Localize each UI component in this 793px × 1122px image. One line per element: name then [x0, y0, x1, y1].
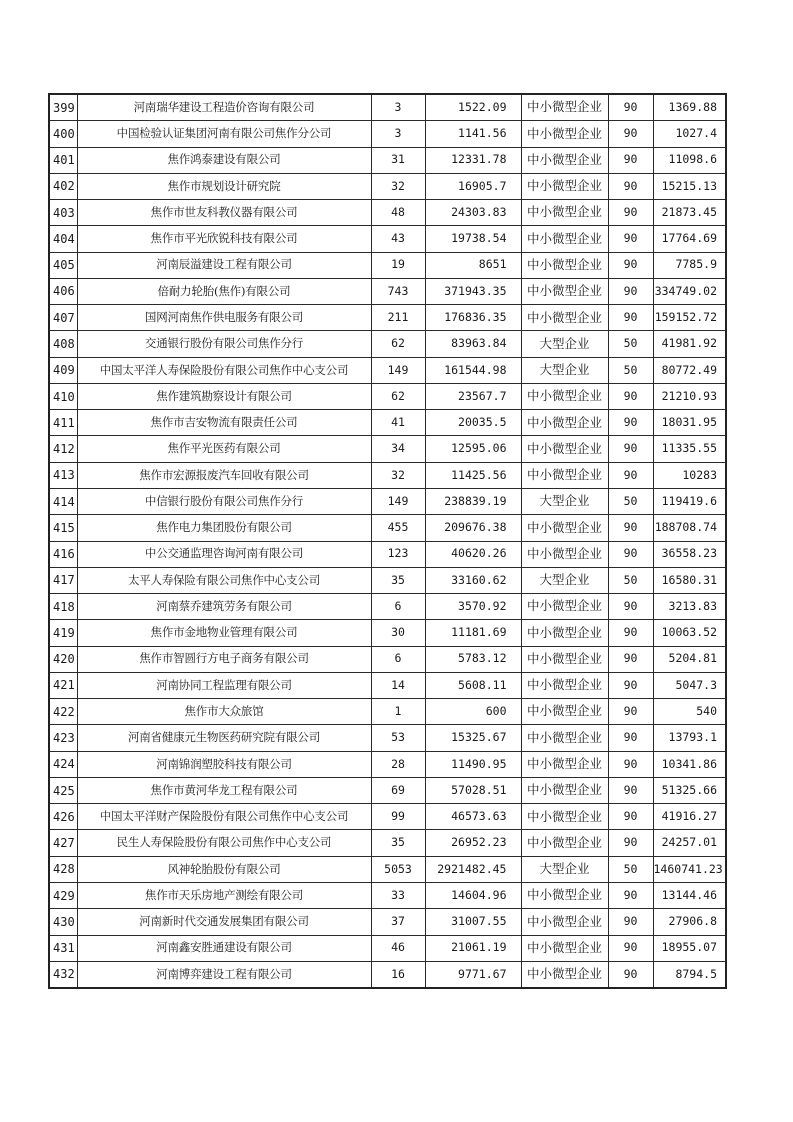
enterprise-type-cell: 中小微型企业 — [521, 462, 608, 488]
count-cell: 19 — [371, 252, 425, 278]
table-row — [49, 856, 726, 882]
amount-cell: 209676.38 — [425, 515, 521, 541]
enterprise-type-cell: 中小微型企业 — [521, 882, 608, 908]
count-cell: 48 — [371, 200, 425, 226]
enterprise-type-cell: 中小微型企业 — [521, 935, 608, 961]
rate-cell: 90 — [608, 777, 653, 803]
count-cell: 62 — [371, 383, 425, 409]
row-number-cell: 419 — [49, 620, 77, 646]
company-name-cell: 焦作市吉安物流有限责任公司 — [77, 410, 371, 436]
count-cell: 743 — [371, 278, 425, 304]
enterprise-type-cell: 中小微型企业 — [521, 541, 608, 567]
rate-cell: 90 — [608, 882, 653, 908]
enterprise-type-cell: 中小微型企业 — [521, 751, 608, 777]
amount-cell: 8651 — [425, 252, 521, 278]
company-name-cell: 民生人寿保险股份有限公司焦作中心支公司 — [77, 830, 371, 856]
rate-cell: 90 — [608, 383, 653, 409]
table-row — [49, 672, 726, 698]
row-number-cell: 412 — [49, 436, 77, 462]
result-amount-cell: 10283 — [653, 462, 726, 488]
rate-cell: 90 — [608, 830, 653, 856]
row-number-cell: 401 — [49, 147, 77, 173]
count-cell: 99 — [371, 804, 425, 830]
count-cell: 14 — [371, 672, 425, 698]
count-cell: 69 — [371, 777, 425, 803]
company-name-cell: 河南辰溢建设工程有限公司 — [77, 252, 371, 278]
result-amount-cell: 1369.88 — [653, 94, 726, 121]
company-name-cell: 焦作市天乐房地产测绘有限公司 — [77, 882, 371, 908]
company-name-cell: 国网河南焦作供电服务有限公司 — [77, 305, 371, 331]
table-row — [49, 541, 726, 567]
amount-cell: 24303.83 — [425, 200, 521, 226]
table-row — [49, 699, 726, 725]
row-number-cell: 406 — [49, 278, 77, 304]
table-row — [49, 961, 726, 988]
result-amount-cell: 8794.5 — [653, 961, 726, 988]
enterprise-type-cell: 中小微型企业 — [521, 121, 608, 147]
enterprise-type-cell: 中小微型企业 — [521, 515, 608, 541]
amount-cell: 5608.11 — [425, 672, 521, 698]
table-row — [49, 515, 726, 541]
amount-cell: 57028.51 — [425, 777, 521, 803]
rate-cell: 90 — [608, 646, 653, 672]
count-cell: 32 — [371, 462, 425, 488]
row-number-cell: 409 — [49, 357, 77, 383]
company-name-cell: 焦作市大众旅馆 — [77, 699, 371, 725]
count-cell: 3 — [371, 94, 425, 121]
amount-cell: 11490.95 — [425, 751, 521, 777]
company-name-cell: 中公交通监理咨询河南有限公司 — [77, 541, 371, 567]
amount-cell: 11181.69 — [425, 620, 521, 646]
result-amount-cell: 540 — [653, 699, 726, 725]
amount-cell: 12331.78 — [425, 147, 521, 173]
company-name-cell: 焦作市世友科教仪器有限公司 — [77, 200, 371, 226]
result-amount-cell: 24257.01 — [653, 830, 726, 856]
count-cell: 32 — [371, 173, 425, 199]
company-name-cell: 焦作平光医药有限公司 — [77, 436, 371, 462]
enterprise-type-cell: 中小微型企业 — [521, 147, 608, 173]
row-number-cell: 399 — [49, 94, 77, 121]
table-row — [49, 147, 726, 173]
rate-cell: 90 — [608, 462, 653, 488]
row-number-cell: 425 — [49, 777, 77, 803]
result-amount-cell: 7785.9 — [653, 252, 726, 278]
row-number-cell: 426 — [49, 804, 77, 830]
company-name-cell: 河南锦润塑胶科技有限公司 — [77, 751, 371, 777]
table-row — [49, 410, 726, 436]
rate-cell: 90 — [608, 541, 653, 567]
company-name-cell: 倍耐力轮胎(焦作)有限公司 — [77, 278, 371, 304]
company-name-cell: 中国太平洋人寿保险股份有限公司焦作中心支公司 — [77, 357, 371, 383]
amount-cell: 31007.55 — [425, 909, 521, 935]
amount-cell: 11425.56 — [425, 462, 521, 488]
enterprise-type-cell: 中小微型企业 — [521, 672, 608, 698]
table-row — [49, 567, 726, 593]
row-number-cell: 427 — [49, 830, 77, 856]
result-amount-cell: 11335.55 — [653, 436, 726, 462]
company-name-cell: 中国太平洋财产保险股份有限公司焦作中心支公司 — [77, 804, 371, 830]
company-name-cell: 中国检验认证集团河南有限公司焦作分公司 — [77, 121, 371, 147]
count-cell: 43 — [371, 226, 425, 252]
row-number-cell: 423 — [49, 725, 77, 751]
table-row — [49, 173, 726, 199]
enterprise-type-cell: 中小微型企业 — [521, 777, 608, 803]
count-cell: 6 — [371, 594, 425, 620]
rate-cell: 90 — [608, 94, 653, 121]
result-amount-cell: 16580.31 — [653, 567, 726, 593]
rate-cell: 50 — [608, 357, 653, 383]
count-cell: 35 — [371, 830, 425, 856]
table-row — [49, 594, 726, 620]
table-row — [49, 935, 726, 961]
enterprise-type-cell: 大型企业 — [521, 357, 608, 383]
table-row — [49, 200, 726, 226]
enterprise-type-cell: 中小微型企业 — [521, 594, 608, 620]
enterprise-type-cell: 中小微型企业 — [521, 646, 608, 672]
result-amount-cell: 13793.1 — [653, 725, 726, 751]
count-cell: 41 — [371, 410, 425, 436]
result-amount-cell: 27906.8 — [653, 909, 726, 935]
count-cell: 28 — [371, 751, 425, 777]
enterprise-type-cell: 中小微型企业 — [521, 173, 608, 199]
table-row — [49, 278, 726, 304]
company-name-cell: 焦作电力集团股份有限公司 — [77, 515, 371, 541]
count-cell: 1 — [371, 699, 425, 725]
amount-cell: 3570.92 — [425, 594, 521, 620]
rate-cell: 50 — [608, 488, 653, 514]
company-name-cell: 交通银行股份有限公司焦作分行 — [77, 331, 371, 357]
row-number-cell: 422 — [49, 699, 77, 725]
table-row — [49, 331, 726, 357]
company-name-cell: 焦作市金地物业管理有限公司 — [77, 620, 371, 646]
count-cell: 149 — [371, 488, 425, 514]
rate-cell: 90 — [608, 147, 653, 173]
rate-cell: 90 — [608, 252, 653, 278]
rate-cell: 90 — [608, 935, 653, 961]
result-amount-cell: 21873.45 — [653, 200, 726, 226]
amount-cell: 20035.5 — [425, 410, 521, 436]
rate-cell: 90 — [608, 515, 653, 541]
amount-cell: 176836.35 — [425, 305, 521, 331]
result-amount-cell: 1027.4 — [653, 121, 726, 147]
enterprise-type-cell: 大型企业 — [521, 567, 608, 593]
result-amount-cell: 3213.83 — [653, 594, 726, 620]
amount-cell: 21061.19 — [425, 935, 521, 961]
company-name-cell: 焦作市黄河华龙工程有限公司 — [77, 777, 371, 803]
amount-cell: 15325.67 — [425, 725, 521, 751]
company-name-cell: 河南省健康元生物医药研究院有限公司 — [77, 725, 371, 751]
company-name-cell: 河南瑞华建设工程造价咨询有限公司 — [77, 94, 371, 121]
company-name-cell: 河南博弈建设工程有限公司 — [77, 961, 371, 988]
rate-cell: 50 — [608, 856, 653, 882]
result-amount-cell: 10341.86 — [653, 751, 726, 777]
result-amount-cell: 10063.52 — [653, 620, 726, 646]
rate-cell: 90 — [608, 699, 653, 725]
company-name-cell: 河南协同工程监理有限公司 — [77, 672, 371, 698]
enterprise-type-cell: 中小微型企业 — [521, 961, 608, 988]
table-row — [49, 830, 726, 856]
table-row — [49, 383, 726, 409]
rate-cell: 90 — [608, 672, 653, 698]
row-number-cell: 407 — [49, 305, 77, 331]
enterprise-type-cell: 中小微型企业 — [521, 305, 608, 331]
rate-cell: 90 — [608, 226, 653, 252]
company-name-cell: 焦作建筑勘察设计有限公司 — [77, 383, 371, 409]
enterprise-type-cell: 中小微型企业 — [521, 436, 608, 462]
amount-cell: 1522.09 — [425, 94, 521, 121]
count-cell: 62 — [371, 331, 425, 357]
amount-cell: 16905.7 — [425, 173, 521, 199]
count-cell: 455 — [371, 515, 425, 541]
rate-cell: 90 — [608, 751, 653, 777]
amount-cell: 238839.19 — [425, 488, 521, 514]
rate-cell: 90 — [608, 121, 653, 147]
result-amount-cell: 119419.6 — [653, 488, 726, 514]
enterprise-type-cell: 大型企业 — [521, 856, 608, 882]
amount-cell: 1141.56 — [425, 121, 521, 147]
table-row — [49, 777, 726, 803]
amount-cell: 371943.35 — [425, 278, 521, 304]
result-amount-cell: 21210.93 — [653, 383, 726, 409]
enterprise-type-cell: 中小微型企业 — [521, 252, 608, 278]
amount-cell: 9771.67 — [425, 961, 521, 988]
table-row — [49, 252, 726, 278]
company-name-cell: 焦作市规划设计研究院 — [77, 173, 371, 199]
row-number-cell: 413 — [49, 462, 77, 488]
row-number-cell: 402 — [49, 173, 77, 199]
result-amount-cell: 159152.72 — [653, 305, 726, 331]
row-number-cell: 421 — [49, 672, 77, 698]
result-amount-cell: 41916.27 — [653, 804, 726, 830]
enterprise-type-cell: 中小微型企业 — [521, 410, 608, 436]
rate-cell: 90 — [608, 410, 653, 436]
count-cell: 35 — [371, 567, 425, 593]
count-cell: 211 — [371, 305, 425, 331]
rate-cell: 90 — [608, 200, 653, 226]
rate-cell: 90 — [608, 305, 653, 331]
enterprise-type-cell: 大型企业 — [521, 331, 608, 357]
result-amount-cell: 13144.46 — [653, 882, 726, 908]
result-amount-cell: 18031.95 — [653, 410, 726, 436]
table-row — [49, 357, 726, 383]
count-cell: 31 — [371, 147, 425, 173]
row-number-cell: 424 — [49, 751, 77, 777]
table-row — [49, 226, 726, 252]
row-number-cell: 416 — [49, 541, 77, 567]
rate-cell: 90 — [608, 909, 653, 935]
row-number-cell: 432 — [49, 961, 77, 988]
table-row — [49, 882, 726, 908]
row-number-cell: 405 — [49, 252, 77, 278]
count-cell: 30 — [371, 620, 425, 646]
amount-cell: 19738.54 — [425, 226, 521, 252]
row-number-cell: 431 — [49, 935, 77, 961]
amount-cell: 600 — [425, 699, 521, 725]
count-cell: 46 — [371, 935, 425, 961]
company-name-cell: 中信银行股份有限公司焦作分行 — [77, 488, 371, 514]
enterprise-type-cell: 中小微型企业 — [521, 909, 608, 935]
amount-cell: 40620.26 — [425, 541, 521, 567]
row-number-cell: 418 — [49, 594, 77, 620]
amount-cell: 2921482.45 — [425, 856, 521, 882]
company-name-cell: 焦作市宏源报废汽车回收有限公司 — [77, 462, 371, 488]
row-number-cell: 400 — [49, 121, 77, 147]
amount-cell: 23567.7 — [425, 383, 521, 409]
result-amount-cell: 41981.92 — [653, 331, 726, 357]
rate-cell: 90 — [608, 173, 653, 199]
count-cell: 34 — [371, 436, 425, 462]
row-number-cell: 430 — [49, 909, 77, 935]
table-row — [49, 462, 726, 488]
row-number-cell: 410 — [49, 383, 77, 409]
result-amount-cell: 5047.3 — [653, 672, 726, 698]
row-number-cell: 420 — [49, 646, 77, 672]
enterprise-type-cell: 中小微型企业 — [521, 278, 608, 304]
table-row — [49, 804, 726, 830]
enterprise-type-cell: 中小微型企业 — [521, 200, 608, 226]
company-name-cell: 焦作鸿泰建设有限公司 — [77, 147, 371, 173]
table-row — [49, 305, 726, 331]
rate-cell: 90 — [608, 725, 653, 751]
table-row — [49, 436, 726, 462]
rate-cell: 90 — [608, 278, 653, 304]
company-name-cell: 河南新时代交通发展集团有限公司 — [77, 909, 371, 935]
rate-cell: 90 — [608, 594, 653, 620]
amount-cell: 12595.06 — [425, 436, 521, 462]
row-number-cell: 403 — [49, 200, 77, 226]
amount-cell: 83963.84 — [425, 331, 521, 357]
enterprise-type-cell: 中小微型企业 — [521, 725, 608, 751]
result-amount-cell: 188708.74 — [653, 515, 726, 541]
amount-cell: 46573.63 — [425, 804, 521, 830]
count-cell: 123 — [371, 541, 425, 567]
table-row — [49, 725, 726, 751]
enterprise-type-cell: 中小微型企业 — [521, 620, 608, 646]
row-number-cell: 415 — [49, 515, 77, 541]
amount-cell: 5783.12 — [425, 646, 521, 672]
table-row — [49, 751, 726, 777]
rate-cell: 90 — [608, 804, 653, 830]
enterprise-type-cell: 中小微型企业 — [521, 699, 608, 725]
enterprise-type-cell: 中小微型企业 — [521, 383, 608, 409]
amount-cell: 33160.62 — [425, 567, 521, 593]
company-name-cell: 河南蔡乔建筑劳务有限公司 — [77, 594, 371, 620]
amount-cell: 14604.96 — [425, 882, 521, 908]
result-amount-cell: 51325.66 — [653, 777, 726, 803]
enterprise-type-cell: 大型企业 — [521, 488, 608, 514]
row-number-cell: 404 — [49, 226, 77, 252]
result-amount-cell: 18955.07 — [653, 935, 726, 961]
table-row — [49, 620, 726, 646]
table-row — [49, 909, 726, 935]
row-number-cell: 408 — [49, 331, 77, 357]
company-name-cell: 焦作市智圆行方电子商务有限公司 — [77, 646, 371, 672]
company-name-cell: 风神轮胎股份有限公司 — [77, 856, 371, 882]
result-amount-cell: 36558.23 — [653, 541, 726, 567]
amount-cell: 161544.98 — [425, 357, 521, 383]
count-cell: 37 — [371, 909, 425, 935]
count-cell: 5053 — [371, 856, 425, 882]
row-number-cell: 428 — [49, 856, 77, 882]
amount-cell: 26952.23 — [425, 830, 521, 856]
rate-cell: 90 — [608, 961, 653, 988]
result-amount-cell: 17764.69 — [653, 226, 726, 252]
table-body — [49, 94, 726, 988]
row-number-cell: 411 — [49, 410, 77, 436]
count-cell: 53 — [371, 725, 425, 751]
rate-cell: 50 — [608, 331, 653, 357]
enterprise-type-cell: 中小微型企业 — [521, 830, 608, 856]
table-row — [49, 646, 726, 672]
enterprise-type-cell: 中小微型企业 — [521, 804, 608, 830]
row-number-cell: 429 — [49, 882, 77, 908]
result-amount-cell: 80772.49 — [653, 357, 726, 383]
rate-cell: 50 — [608, 567, 653, 593]
table-row — [49, 488, 726, 514]
company-name-cell: 河南鑫安胜通建设有限公司 — [77, 935, 371, 961]
row-number-cell: 414 — [49, 488, 77, 514]
count-cell: 149 — [371, 357, 425, 383]
result-amount-cell: 15215.13 — [653, 173, 726, 199]
company-name-cell: 太平人寿保险有限公司焦作中心支公司 — [77, 567, 371, 593]
table-row — [49, 94, 726, 121]
count-cell: 6 — [371, 646, 425, 672]
count-cell: 16 — [371, 961, 425, 988]
count-cell: 3 — [371, 121, 425, 147]
enterprise-type-cell: 中小微型企业 — [521, 226, 608, 252]
enterprise-type-cell: 中小微型企业 — [521, 94, 608, 121]
rate-cell: 90 — [608, 436, 653, 462]
table-row — [49, 121, 726, 147]
count-cell: 33 — [371, 882, 425, 908]
result-amount-cell: 334749.02 — [653, 278, 726, 304]
company-name-cell: 焦作市平光欣锐科技有限公司 — [77, 226, 371, 252]
data-table — [48, 93, 727, 989]
row-number-cell: 417 — [49, 567, 77, 593]
result-amount-cell: 1460741.23 — [653, 856, 726, 882]
rate-cell: 90 — [608, 620, 653, 646]
result-amount-cell: 5204.81 — [653, 646, 726, 672]
result-amount-cell: 11098.6 — [653, 147, 726, 173]
